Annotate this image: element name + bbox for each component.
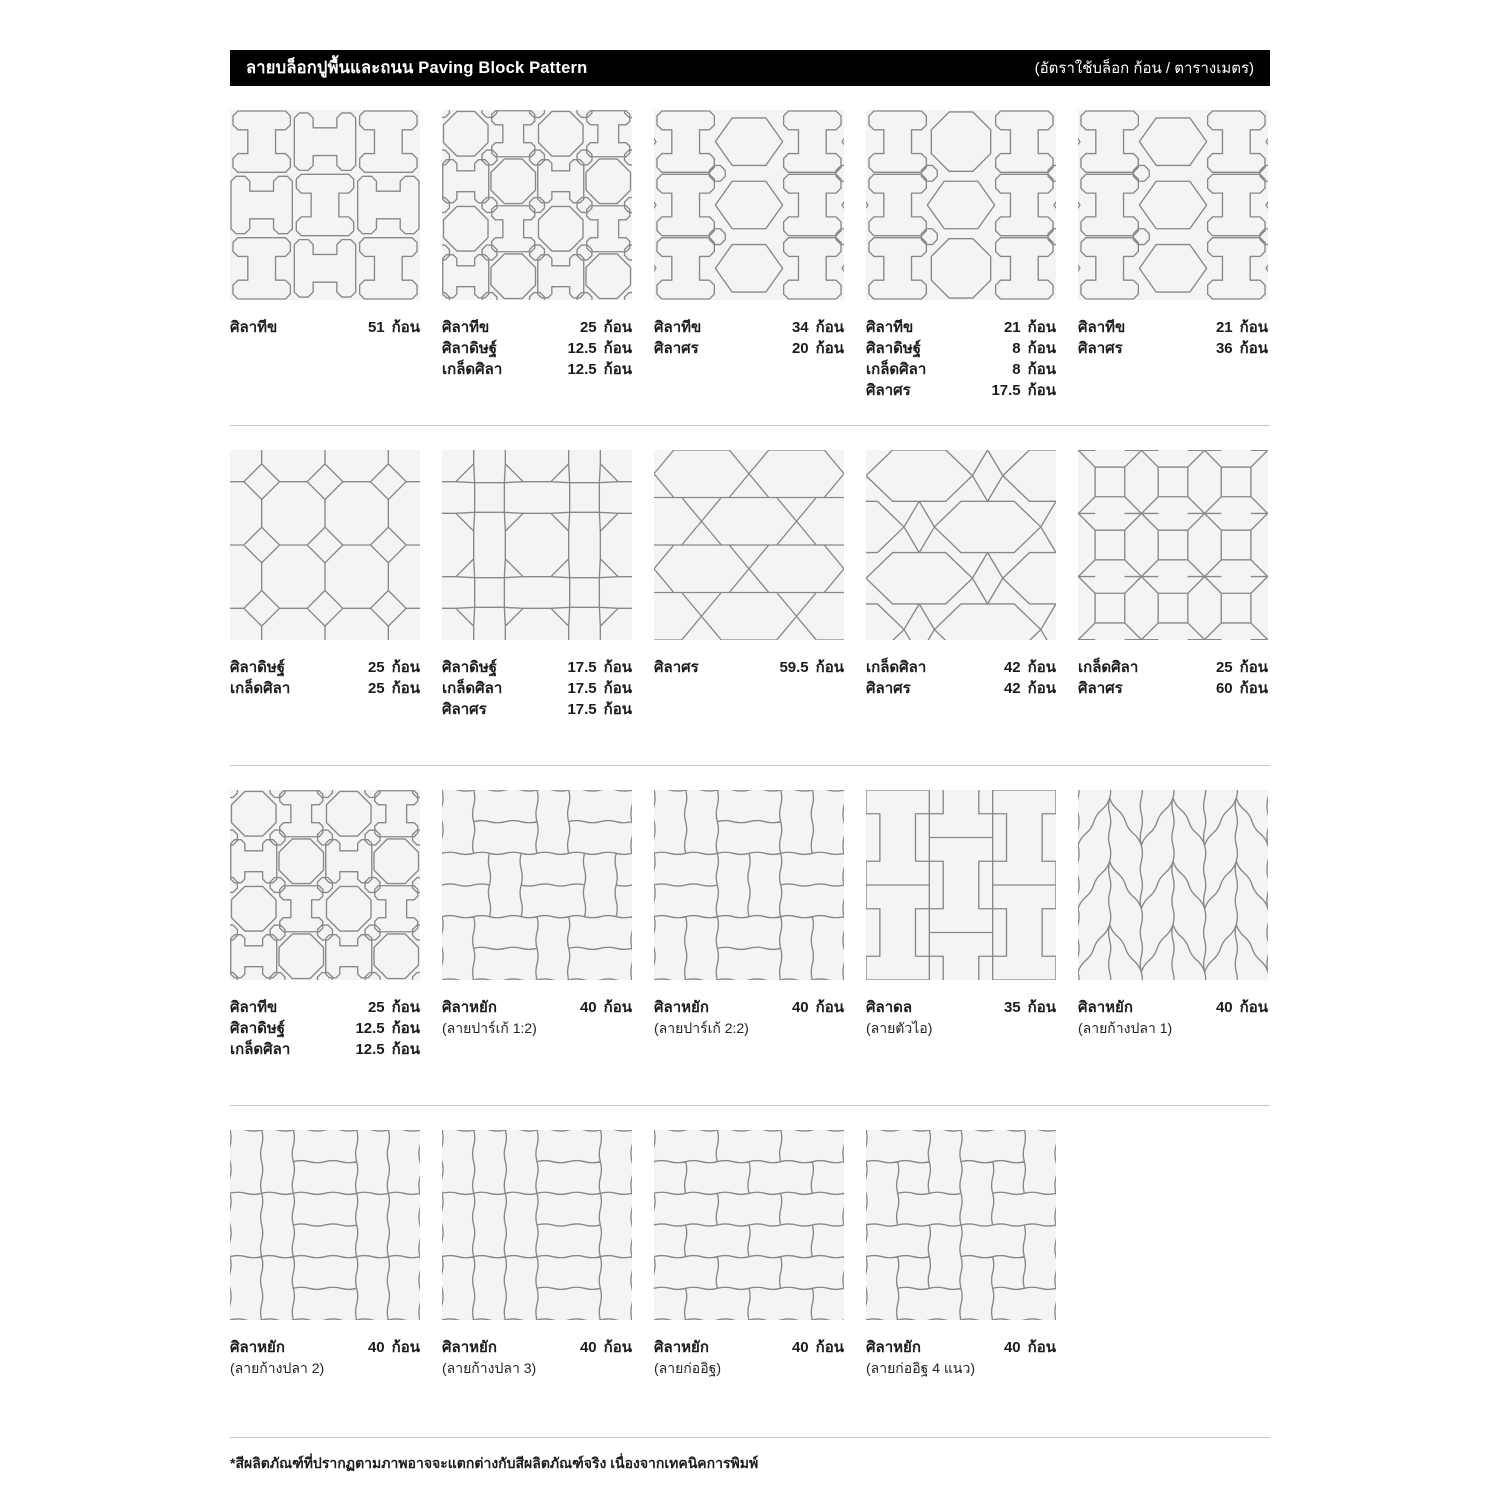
product-lines (654, 317, 844, 359)
qty-unit: ก้อน (391, 659, 420, 676)
product-subtitle-line (442, 1018, 632, 1039)
product-line (442, 678, 632, 699)
qty-value: 34 (791, 319, 809, 336)
product-lines (442, 997, 632, 1039)
qty-unit: ก้อน (1027, 999, 1056, 1016)
product-qty (989, 317, 1056, 338)
product-qty (1201, 317, 1268, 338)
qty-value: 42 (1003, 659, 1021, 676)
product-qty (1201, 657, 1268, 678)
pattern-card (1078, 790, 1268, 1060)
product-lines (1078, 997, 1268, 1039)
product-name: ศิลาหยัก (1078, 999, 1133, 1016)
product-lines (654, 657, 844, 678)
product-qty (565, 359, 632, 380)
product-line (866, 997, 1056, 1018)
product-lines (1078, 657, 1268, 699)
qty-value: 17.5 (567, 659, 597, 676)
qty-value: 40 (1215, 999, 1233, 1016)
qty-value: 12.5 (355, 1020, 385, 1037)
qty-unit: ก้อน (1027, 319, 1056, 336)
product-line (230, 1039, 420, 1060)
product-line (654, 1337, 844, 1358)
qty-unit: ก้อน (391, 1041, 420, 1058)
qty-unit: ก้อน (391, 1339, 420, 1356)
product-qty (989, 1337, 1056, 1358)
product-subtitle: (ลายก่ออิฐ) (654, 1360, 721, 1376)
product-subtitle-line (1078, 1018, 1268, 1039)
product-qty (1201, 678, 1268, 699)
product-lines (230, 657, 420, 699)
qty-value: 17.5 (567, 680, 597, 697)
pattern-swatch-hex-diamond (866, 450, 1056, 640)
product-name: ศิลาหยัก (654, 999, 709, 1016)
footnote: *สีผลิตภัณฑ์ที่ปรากฏตามภาพอาจจะแตกต่างกับสีผลิตภัณฑ์จริง เนื่องจากเทคนิคการพิมพ์ (230, 1455, 759, 1471)
product-qty (565, 699, 632, 720)
product-line (1078, 317, 1268, 338)
qty-unit: ก้อน (1239, 659, 1268, 676)
qty-unit: ก้อน (391, 680, 420, 697)
pattern-swatch-oct-i-sq (442, 110, 632, 300)
qty-value: 40 (579, 1339, 597, 1356)
pattern-swatch-i-col (866, 790, 1056, 980)
product-qty (565, 338, 632, 359)
qty-unit: ก้อน (1239, 340, 1268, 357)
qty-value: 40 (791, 999, 809, 1016)
product-name: ศิลาดิษฐ์ (442, 659, 498, 676)
product-line (654, 317, 844, 338)
qty-value: 21 (1215, 319, 1233, 336)
product-name: ศิลาศร (1078, 340, 1123, 357)
qty-unit: ก้อน (815, 999, 844, 1016)
qty-unit: ก้อน (603, 319, 632, 336)
product-line (866, 317, 1056, 338)
product-line (654, 997, 844, 1018)
product-line (230, 317, 420, 338)
product-lines (442, 1337, 632, 1379)
pattern-swatch-brick (654, 1130, 844, 1320)
product-line (866, 359, 1056, 380)
qty-value: 60 (1215, 680, 1233, 697)
pattern-swatch-herringbone (1078, 790, 1268, 980)
product-line (442, 657, 632, 678)
qty-value: 40 (791, 1339, 809, 1356)
qty-value: 51 (367, 319, 385, 336)
product-lines (230, 1337, 420, 1379)
qty-unit: ก้อน (1239, 680, 1268, 697)
product-name: ศิลาทีข (866, 319, 914, 336)
qty-value: 17.5 (567, 701, 597, 718)
qty-value: 36 (1215, 340, 1233, 357)
product-name: ศิลาดิษฐ์ (230, 659, 286, 676)
product-line (1078, 678, 1268, 699)
product-qty (989, 380, 1056, 401)
product-qty (565, 317, 632, 338)
product-lines (230, 997, 420, 1060)
product-name: เกล็ดศิลา (442, 361, 503, 378)
qty-value: 20 (791, 340, 809, 357)
product-qty (777, 997, 844, 1018)
pattern-card (442, 1130, 632, 1379)
pattern-row (230, 450, 1270, 766)
pattern-row (230, 110, 1270, 426)
pattern-swatch-oct-sq-hex (442, 450, 632, 640)
product-subtitle-line (230, 1358, 420, 1379)
product-name: ศิลาหยัก (442, 1339, 497, 1356)
qty-value: 59.5 (779, 659, 809, 676)
header-bar (230, 50, 1270, 86)
product-subtitle-line (866, 1358, 1056, 1379)
pattern-card (866, 450, 1056, 720)
qty-value: 12.5 (567, 361, 597, 378)
qty-value: 17.5 (991, 382, 1021, 399)
qty-unit: ก้อน (815, 319, 844, 336)
qty-value: 40 (367, 1339, 385, 1356)
product-name: ศิลาหยัก (654, 1339, 709, 1356)
qty-value: 42 (1003, 680, 1021, 697)
product-qty (989, 359, 1056, 380)
pattern-card (230, 450, 420, 720)
qty-unit: ก้อน (391, 999, 420, 1016)
product-qty (353, 657, 420, 678)
pattern-swatch-i-hex (1078, 110, 1268, 300)
product-qty (989, 997, 1056, 1018)
qty-value: 35 (1003, 999, 1021, 1016)
pattern-card (1078, 450, 1268, 720)
product-subtitle: (ลายก้างปลา 3) (442, 1360, 537, 1376)
product-qty (353, 1018, 420, 1039)
qty-value: 25 (367, 659, 385, 676)
product-qty (777, 338, 844, 359)
qty-value: 21 (1003, 319, 1021, 336)
pattern-swatch-pinwheel (866, 1130, 1056, 1320)
product-name: ศิลาดล (866, 999, 913, 1016)
product-lines (654, 997, 844, 1039)
product-qty (777, 317, 844, 338)
product-qty (989, 657, 1056, 678)
pattern-row (230, 790, 1270, 1106)
pattern-card (442, 790, 632, 1060)
product-name: ศิลาทีข (1078, 319, 1126, 336)
product-qty (989, 678, 1056, 699)
product-qty (989, 338, 1056, 359)
product-name: เกล็ดศิลา (230, 1041, 291, 1058)
product-qty (565, 657, 632, 678)
product-lines (866, 657, 1056, 699)
product-line (442, 359, 632, 380)
product-name: เกล็ดศิลา (866, 361, 927, 378)
product-name: เกล็ดศิลา (866, 659, 927, 676)
qty-unit: ก้อน (603, 999, 632, 1016)
qty-unit: ก้อน (1239, 319, 1268, 336)
product-qty (777, 1337, 844, 1358)
pattern-card (1078, 110, 1268, 401)
product-subtitle-line (866, 1018, 1056, 1039)
product-lines (442, 657, 632, 720)
pattern-card (230, 790, 420, 1060)
qty-unit: ก้อน (815, 340, 844, 357)
page-title: ลายบล็อกปูพื้นและถนน Paving Block Pattern (246, 59, 588, 77)
pattern-row (230, 1130, 1270, 1438)
qty-value: 25 (367, 680, 385, 697)
pattern-card (230, 1130, 420, 1379)
product-line (866, 678, 1056, 699)
qty-value: 8 (1012, 340, 1021, 357)
product-subtitle: (ลายตัวไอ) (866, 1020, 933, 1036)
product-name: ศิลาศร (1078, 680, 1123, 697)
qty-unit: ก้อน (603, 361, 632, 378)
product-name: ศิลาหยัก (230, 1339, 285, 1356)
product-line (230, 1018, 420, 1039)
product-name: เกล็ดศิลา (442, 680, 503, 697)
pattern-card (866, 110, 1056, 401)
qty-unit: ก้อน (1239, 999, 1268, 1016)
qty-unit: ก้อน (603, 680, 632, 697)
product-line (442, 338, 632, 359)
product-lines (866, 1337, 1056, 1379)
product-name: ศิลาศร (866, 680, 911, 697)
product-line (866, 380, 1056, 401)
qty-value: 25 (367, 999, 385, 1016)
pattern-card (442, 450, 632, 720)
product-line (230, 997, 420, 1018)
product-subtitle: (ลายก้างปลา 1) (1078, 1020, 1173, 1036)
pattern-card (654, 790, 844, 1060)
product-name: ศิลาทีข (442, 319, 490, 336)
product-qty (353, 1039, 420, 1060)
product-name: ศิลาหยัก (866, 1339, 921, 1356)
product-line (230, 1337, 420, 1358)
product-line (442, 1337, 632, 1358)
product-qty (1201, 997, 1268, 1018)
pattern-card (654, 1130, 844, 1379)
qty-value: 40 (579, 999, 597, 1016)
product-lines (230, 317, 420, 338)
product-subtitle: (ลายปาร์เก้ 2:2) (654, 1020, 749, 1036)
product-line (866, 338, 1056, 359)
product-line (442, 997, 632, 1018)
product-line (654, 338, 844, 359)
qty-value: 40 (1003, 1339, 1021, 1356)
pattern-card (230, 110, 420, 401)
qty-value: 12.5 (567, 340, 597, 357)
product-subtitle: (ลายปาร์เก้ 1:2) (442, 1020, 537, 1036)
product-qty (353, 317, 420, 338)
qty-value: 25 (1215, 659, 1233, 676)
product-qty (777, 657, 844, 678)
product-name: ศิลาศร (442, 701, 487, 718)
qty-unit: ก้อน (603, 1339, 632, 1356)
product-line (1078, 657, 1268, 678)
product-qty (353, 678, 420, 699)
qty-unit: ก้อน (603, 701, 632, 718)
product-lines (866, 317, 1056, 401)
pattern-swatch-i-hex (654, 110, 844, 300)
qty-unit: ก้อน (1027, 680, 1056, 697)
content-area (230, 50, 1270, 1475)
qty-unit: ก้อน (815, 659, 844, 676)
qty-unit: ก้อน (603, 340, 632, 357)
product-name: ศิลาศร (866, 382, 911, 399)
pattern-swatch-hex-rows (654, 450, 844, 640)
product-qty (565, 997, 632, 1018)
product-line (1078, 338, 1268, 359)
qty-unit: ก้อน (1027, 361, 1056, 378)
product-qty (353, 1337, 420, 1358)
product-name: ศิลาดิษฐ์ (866, 340, 922, 357)
product-name: ศิลาดิษฐ์ (442, 340, 498, 357)
pattern-swatch-parquet-12 (442, 790, 632, 980)
product-subtitle-line (442, 1358, 632, 1379)
product-lines (654, 1337, 844, 1379)
pattern-swatch-oct-hex-mix (866, 110, 1056, 300)
product-name: ศิลาหยัก (442, 999, 497, 1016)
product-line (866, 1337, 1056, 1358)
product-line (654, 657, 844, 678)
pattern-swatch-i-basket (230, 110, 420, 300)
product-line (1078, 997, 1268, 1018)
product-subtitle: (ลายก่ออิฐ 4 แนว) (866, 1360, 976, 1376)
pattern-swatch-oct-i-sq (230, 790, 420, 980)
pattern-card (442, 110, 632, 401)
product-qty (565, 678, 632, 699)
product-qty (565, 1337, 632, 1358)
qty-unit: ก้อน (1027, 1339, 1056, 1356)
pattern-swatch-column-3 (442, 1130, 632, 1320)
product-name: เกล็ดศิลา (230, 680, 291, 697)
product-name: ศิลาดิษฐ์ (230, 1020, 286, 1037)
product-name: ศิลาศร (654, 340, 699, 357)
pattern-swatch-oct-sq (230, 450, 420, 640)
qty-unit: ก้อน (603, 659, 632, 676)
product-subtitle-line (654, 1358, 844, 1379)
qty-value: 25 (579, 319, 597, 336)
pattern-swatch-parquet-22 (654, 790, 844, 980)
product-line (230, 678, 420, 699)
product-name: ศิลาทีข (654, 319, 702, 336)
product-name: ศิลาทีข (230, 999, 278, 1016)
pattern-card (654, 110, 844, 401)
product-line (230, 657, 420, 678)
qty-value: 8 (1012, 361, 1021, 378)
product-line (442, 699, 632, 720)
qty-unit: ก้อน (815, 1339, 844, 1356)
product-qty (353, 997, 420, 1018)
qty-unit: ก้อน (391, 319, 420, 336)
product-line (442, 317, 632, 338)
pattern-card (654, 450, 844, 720)
pattern-card (866, 1130, 1056, 1379)
rate-note: (อัตราใช้บล็อก ก้อน / ตารางเมตร) (1034, 60, 1254, 77)
product-name: เกล็ดศิลา (1078, 659, 1139, 676)
product-subtitle: (ลายก้างปลา 2) (230, 1360, 325, 1376)
product-lines (442, 317, 632, 380)
product-lines (866, 997, 1056, 1039)
qty-unit: ก้อน (1027, 659, 1056, 676)
product-subtitle-line (654, 1018, 844, 1039)
qty-unit: ก้อน (1027, 340, 1056, 357)
pattern-rows (230, 110, 1270, 1438)
product-name: ศิลาทีข (230, 319, 278, 336)
product-lines (1078, 317, 1268, 359)
product-line (866, 657, 1056, 678)
pattern-card (866, 790, 1056, 1060)
pattern-swatch-sq-hex (1078, 450, 1268, 640)
product-name: ศิลาศร (654, 659, 699, 676)
pattern-swatch-column-2 (230, 1130, 420, 1320)
qty-unit: ก้อน (391, 1020, 420, 1037)
qty-unit: ก้อน (1027, 382, 1056, 399)
product-qty (1201, 338, 1268, 359)
qty-value: 12.5 (355, 1041, 385, 1058)
